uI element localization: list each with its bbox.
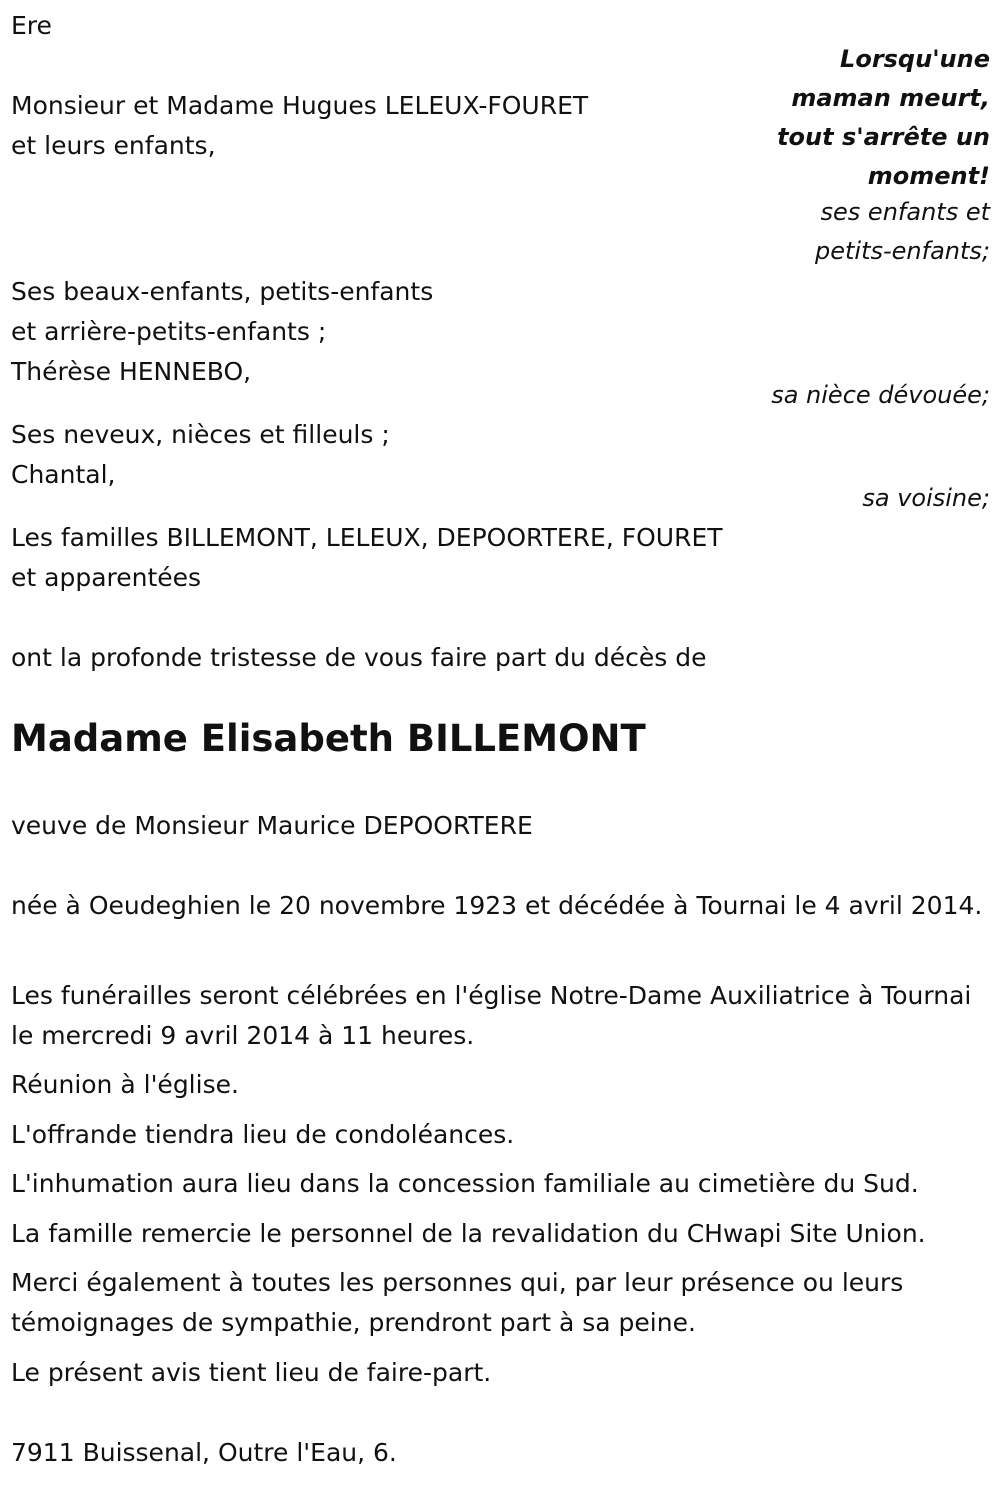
family-group-3-role: sa voisine; xyxy=(862,484,990,512)
header-label: Ere xyxy=(11,11,52,40)
family-line: Ses beaux-enfants, petits-enfants xyxy=(11,277,434,306)
quote-block xyxy=(777,40,990,196)
thanks-all-text: Merci également à toutes les personnes qui, par leur présence ou leurs témoignages de sympathie, prendront part à sa peine. xyxy=(11,1268,904,1337)
family-line: Ses neveux, nièces et filleuls ; xyxy=(11,420,390,449)
quote-line: tout s'arrête un xyxy=(777,123,990,151)
quote-line: moment! xyxy=(867,162,990,190)
funeral-text: Les funérailles seront célébrées en l'église Notre-Dame Auxiliatrice à Tournai le mercredi 9 avril 2014 à 11 heures. xyxy=(11,981,972,1050)
notice-text: Le présent avis tient lieu de faire-part. xyxy=(11,1358,492,1387)
family-group-1 xyxy=(11,86,588,166)
family-group-2-role: sa nièce dévouée; xyxy=(771,381,990,409)
thanks-staff-text: La famille remercie le personnel de la revalidation du CHwapi Site Union. xyxy=(11,1219,926,1248)
birth-death-text: née à Oeudeghien le 20 novembre 1923 et décédée à Tournai le 4 avril 2014. xyxy=(11,891,983,920)
deceased-name: Madame Elisabeth BILLEMONT xyxy=(11,717,646,760)
address: 7911 Buissenal, Outre l'Eau, 6. xyxy=(11,1438,397,1467)
meeting-text: Réunion à l'église. xyxy=(11,1070,239,1099)
burial-text: L'inhumation aura lieu dans la concession familiale au cimetière du Sud. xyxy=(11,1169,919,1198)
family-line: Thérèse HENNEBO, xyxy=(11,357,252,386)
family-line: Chantal, xyxy=(11,460,116,489)
quote-line: Lorsqu'une xyxy=(840,45,990,73)
quote-line: maman meurt, xyxy=(791,84,990,112)
widow-of: veuve de Monsieur Maurice DEPOORTERE xyxy=(11,811,533,840)
family-group-1-role xyxy=(815,193,990,271)
family-line: Monsieur et Madame Hugues LELEUX-FOURET xyxy=(11,91,589,120)
family-line: et leurs enfants, xyxy=(11,131,216,160)
family-group-3 xyxy=(11,415,390,495)
family-group-2 xyxy=(11,272,433,392)
family-group-4 xyxy=(11,518,723,598)
family-line: et apparentées xyxy=(11,563,202,592)
role-line: petits-enfants; xyxy=(815,237,990,265)
family-line: et arrière-petits-enfants ; xyxy=(11,317,327,346)
role-line: ses enfants et xyxy=(820,198,990,226)
announcement-intro: ont la profonde tristesse de vous faire part du décès de xyxy=(11,643,707,672)
offering-text: L'offrande tiendra lieu de condoléances. xyxy=(11,1120,515,1149)
family-line: Les familles BILLEMONT, LELEUX, DEPOORTERE, FOURET xyxy=(11,523,723,552)
